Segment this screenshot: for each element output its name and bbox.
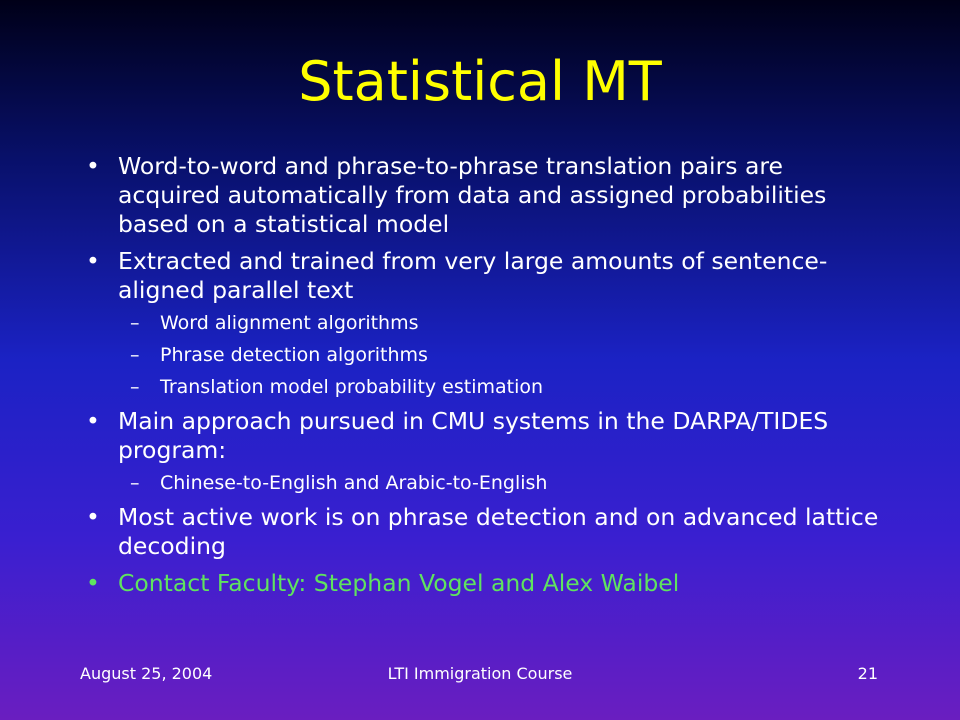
bullet-text: Extracted and trained from very large amounts of sentence-aligned parallel text xyxy=(118,247,828,304)
sub-bullet-item: – Chinese-to-English and Arabic-to-English xyxy=(118,471,884,495)
footer-page-number: 21 xyxy=(857,664,878,683)
bullet-item xyxy=(84,247,884,399)
bullet-text: Word-to-word and phrase-to-phrase translation pairs are acquired automatically from data and assigned probabilities based on a statistical model xyxy=(118,152,827,238)
sub-bullet-list xyxy=(118,311,884,399)
bullet-item xyxy=(84,503,884,561)
sub-bullet-item: – Word alignment algorithms xyxy=(118,311,884,335)
bullet-text: Main approach pursued in CMU systems in the DARPA/TIDES program: xyxy=(118,407,829,464)
slide-title: Statistical MT xyxy=(298,50,662,113)
footer-date: August 25, 2004 xyxy=(80,664,213,683)
contact-bullet-item xyxy=(84,569,884,598)
bullet-list xyxy=(84,152,884,606)
sub-bullet-item: – Phrase detection algorithms xyxy=(118,343,884,367)
contact-text: Contact Faculty: Stephan Vogel and Alex Waibel xyxy=(118,569,680,597)
sub-bullet-item: – Translation model probability estimation xyxy=(118,375,884,399)
bullet-item xyxy=(84,152,884,239)
bullet-text: Most active work is on phrase detection and on advanced lattice decoding xyxy=(118,503,879,560)
bullet-item xyxy=(84,407,884,495)
footer-course-title: LTI Immigration Course xyxy=(387,664,573,683)
sub-bullet-list xyxy=(118,471,884,495)
